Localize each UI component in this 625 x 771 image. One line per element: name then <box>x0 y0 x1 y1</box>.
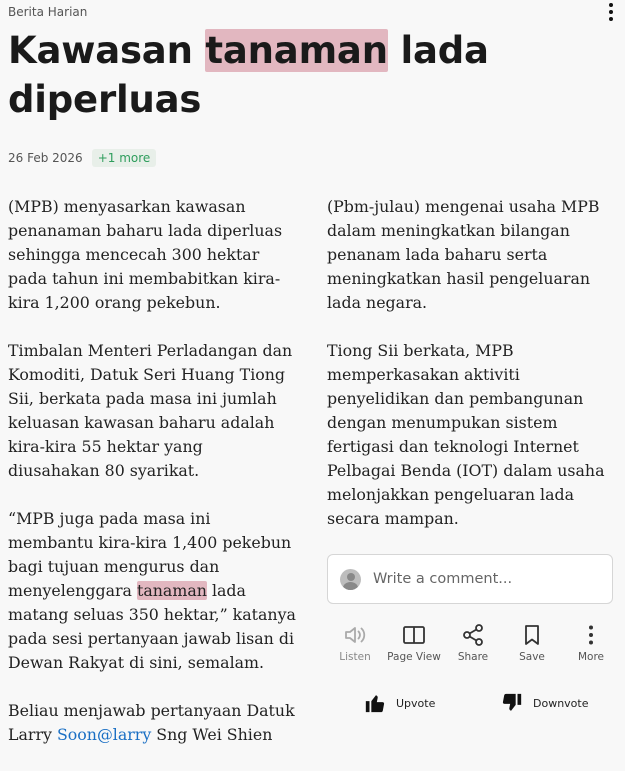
article-date: 26 Feb 2026 <box>8 151 83 165</box>
share-icon <box>461 622 485 648</box>
save-label: Save <box>519 651 545 663</box>
book-open-icon <box>402 622 426 648</box>
kebab-menu-icon <box>579 622 603 648</box>
mention-link[interactable]: Soon@larry <box>56 725 152 744</box>
paragraph: (MPB) menyasarkan kawasan penanaman baharu lada diperluas sehingga mencecah 300 hektar pada tahun ini membabitkan kira-kira 1,200 orang pekebun. <box>8 197 283 312</box>
share-label: Share <box>457 651 489 663</box>
paragraph: (Pbm-julau) mengenai usaha MPB dalam meningkatkan bilangan penanam lada baharu serta meningkatkan hasil pengeluaran lada negara. <box>327 197 600 312</box>
paragraph: “MPB juga pada masa ini membantu kira-kira 1,400 pekebun bagi tujuan mengurus dan menyelenggara tanaman lada matang seluas 350 hektar,” katanya pada sesi pertanyaan jawab lisan di Dewan Rakyat di sini, semalam. <box>8 509 296 672</box>
downvote-button[interactable] <box>501 692 589 714</box>
paragraph: Timbalan Menteri Perladangan dan Komoditi, Datuk Seri Huang Tiong Sii, berkata pada masa ini jumlah keluasan kawasan baharu adalah kira-kira 55 hektar yang diusahakan 80 syarikat. <box>8 341 293 480</box>
share-button[interactable] <box>445 622 501 663</box>
more-label: More <box>577 651 605 663</box>
paragraph: Beliau menjawab pertanyaan Datuk Larry Soon@larry Sng Wei Shien <box>8 701 295 744</box>
bookmark-icon <box>520 622 544 648</box>
article-column-left <box>8 195 298 771</box>
page-view-label: Page View <box>387 651 441 663</box>
avatar <box>340 569 361 590</box>
article-column-right <box>327 195 619 555</box>
source-name: Berita Harian <box>8 5 88 19</box>
listen-label: Listen <box>339 651 371 663</box>
title-highlight: tanaman <box>205 29 388 72</box>
comment-input[interactable] <box>327 554 613 604</box>
page-view-button[interactable] <box>386 622 442 663</box>
thumbs-up-icon <box>364 692 386 714</box>
comment-placeholder: Write a comment... <box>373 571 513 587</box>
save-button[interactable] <box>504 622 560 663</box>
speaker-icon <box>343 622 367 648</box>
article-toolbar <box>327 622 619 663</box>
page-title <box>8 26 618 124</box>
highlighted-word: tanaman <box>136 581 207 600</box>
thumbs-down-icon <box>501 692 523 714</box>
upvote-label: Upvote <box>396 696 436 710</box>
title-text: Kawasan <box>8 29 206 72</box>
paragraph: Tiong Sii berkata, MPB memperkasakan aktiviti penyelidikan dan pembangunan dengan menumpukan sistem fertigasi dan teknologi Internet Pelbagai Benda (IOT) dalam usaha melonjakkan pengeluaran lada secara mampan. <box>327 341 605 528</box>
title-text: lada diperluas <box>8 29 489 121</box>
listen-button[interactable] <box>327 622 383 663</box>
upvote-button[interactable] <box>364 692 435 714</box>
more-sources-badge[interactable]: +1 more <box>92 149 157 167</box>
kebab-menu-icon[interactable] <box>605 2 617 22</box>
article-meta <box>8 149 156 167</box>
downvote-label: Downvote <box>533 696 589 710</box>
more-button[interactable] <box>563 622 619 663</box>
